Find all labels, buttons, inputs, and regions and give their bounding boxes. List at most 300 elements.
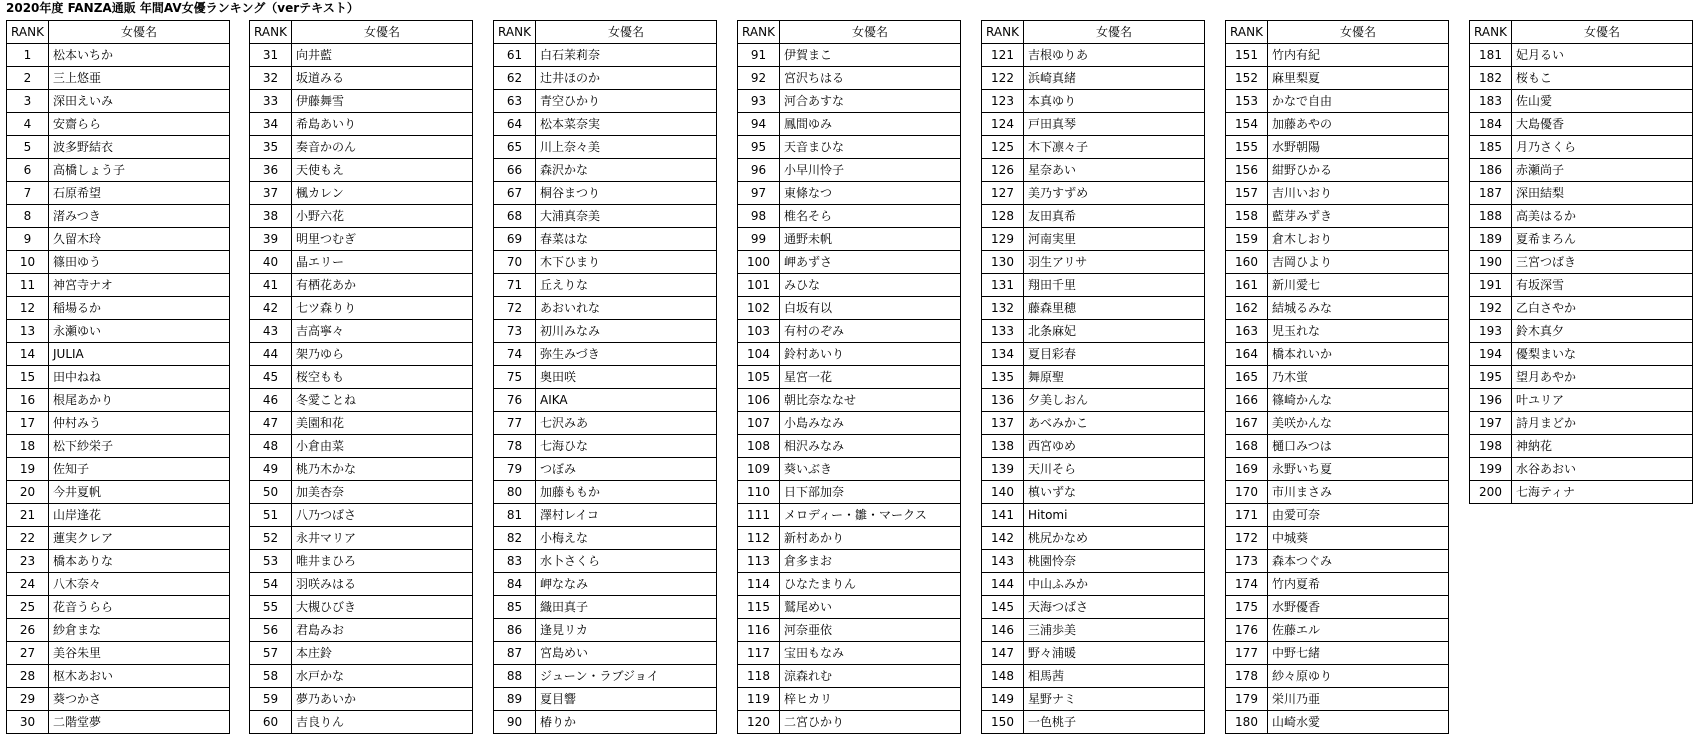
table-row <box>1226 159 1449 182</box>
table-row <box>494 550 717 573</box>
rank-cell: 25 <box>7 596 49 619</box>
table-row <box>7 435 230 458</box>
table-row <box>494 596 717 619</box>
actress-name-cell: 君島みお <box>292 619 473 642</box>
rank-cell: 31 <box>250 44 292 67</box>
actress-name-cell: 七ツ森りり <box>292 297 473 320</box>
actress-name-cell: 本真ゆり <box>1024 90 1205 113</box>
rank-cell: 80 <box>494 481 536 504</box>
actress-name-cell: 吉岡ひより <box>1268 251 1449 274</box>
rank-header: RANK <box>250 21 292 44</box>
actress-name-cell: 深田結梨 <box>1512 182 1693 205</box>
actress-name-cell: 美咲かんな <box>1268 412 1449 435</box>
rank-cell: 152 <box>1226 67 1268 90</box>
table-row <box>982 504 1205 527</box>
actress-name-cell: 宮島めい <box>536 642 717 665</box>
actress-name-cell: 橋本ありな <box>49 550 230 573</box>
table-row <box>250 389 473 412</box>
header-row <box>494 21 717 44</box>
rank-cell: 60 <box>250 711 292 734</box>
actress-name-cell: 河合あすな <box>780 90 961 113</box>
rank-cell: 122 <box>982 67 1024 90</box>
actress-name-cell: 篠崎かんな <box>1268 389 1449 412</box>
actress-name-cell: 白坂有以 <box>780 297 961 320</box>
rank-cell: 72 <box>494 297 536 320</box>
rank-cell: 59 <box>250 688 292 711</box>
table-row <box>250 182 473 205</box>
actress-name-cell: 槙いずな <box>1024 481 1205 504</box>
actress-name-cell: 小梅えな <box>536 527 717 550</box>
table-row <box>250 113 473 136</box>
actress-name-cell: 伊賀まこ <box>780 44 961 67</box>
actress-name-cell: 澤村レイコ <box>536 504 717 527</box>
rank-cell: 145 <box>982 596 1024 619</box>
table-row <box>1226 251 1449 274</box>
ranking-table-6 <box>1225 20 1449 734</box>
table-row <box>1470 67 1693 90</box>
actress-name-cell: 乃木蛍 <box>1268 366 1449 389</box>
table-row <box>494 320 717 343</box>
ranking-table-4 <box>737 20 961 734</box>
actress-name-cell: 夢乃あいか <box>292 688 473 711</box>
rank-cell: 190 <box>1470 251 1512 274</box>
table-row <box>738 205 961 228</box>
actress-name-cell: 春菜はな <box>536 228 717 251</box>
rank-cell: 157 <box>1226 182 1268 205</box>
table-row <box>982 159 1205 182</box>
header-row <box>1470 21 1693 44</box>
actress-name-cell: 白石茉莉奈 <box>536 44 717 67</box>
actress-name-cell: 深田えいみ <box>49 90 230 113</box>
rank-cell: 139 <box>982 458 1024 481</box>
rank-cell: 76 <box>494 389 536 412</box>
rank-cell: 56 <box>250 619 292 642</box>
rank-cell: 39 <box>250 228 292 251</box>
actress-name-cell: 神納花 <box>1512 435 1693 458</box>
table-row <box>494 44 717 67</box>
actress-name-cell: 大浦真奈美 <box>536 205 717 228</box>
actress-name-cell: 佐藤エル <box>1268 619 1449 642</box>
rank-cell: 85 <box>494 596 536 619</box>
rank-cell: 134 <box>982 343 1024 366</box>
actress-name-cell: 松下紗栄子 <box>49 435 230 458</box>
table-row <box>738 527 961 550</box>
rank-cell: 137 <box>982 412 1024 435</box>
table-row <box>250 67 473 90</box>
table-row <box>250 665 473 688</box>
actress-name-cell: 水卜さくら <box>536 550 717 573</box>
table-row <box>250 251 473 274</box>
actress-name-cell: 枢木あおい <box>49 665 230 688</box>
actress-name-cell: 奥田咲 <box>536 366 717 389</box>
actress-name-cell: みひな <box>780 274 961 297</box>
rank-cell: 14 <box>7 343 49 366</box>
table-row <box>250 527 473 550</box>
table-row <box>7 619 230 642</box>
rank-cell: 198 <box>1470 435 1512 458</box>
actress-name-cell: 妃月るい <box>1512 44 1693 67</box>
actress-name-cell: 戸田真琴 <box>1024 113 1205 136</box>
table-row <box>1226 67 1449 90</box>
rank-cell: 120 <box>738 711 780 734</box>
rank-cell: 22 <box>7 527 49 550</box>
rank-header: RANK <box>1470 21 1512 44</box>
table-row <box>1226 205 1449 228</box>
rank-header: RANK <box>494 21 536 44</box>
rank-cell: 12 <box>7 297 49 320</box>
rank-cell: 75 <box>494 366 536 389</box>
table-row <box>738 389 961 412</box>
actress-name-cell: 藍芽みずき <box>1268 205 1449 228</box>
rank-cell: 150 <box>982 711 1024 734</box>
rank-cell: 33 <box>250 90 292 113</box>
table-row <box>250 458 473 481</box>
table-row <box>738 504 961 527</box>
table-row <box>982 44 1205 67</box>
actress-name-cell: 相馬茜 <box>1024 665 1205 688</box>
actress-name-cell: 小倉由菜 <box>292 435 473 458</box>
table-row <box>738 297 961 320</box>
actress-name-cell: 坂道みる <box>292 67 473 90</box>
table-row <box>494 573 717 596</box>
actress-name-cell: 天海つばさ <box>1024 596 1205 619</box>
actress-name-cell: 天使もえ <box>292 159 473 182</box>
rank-cell: 61 <box>494 44 536 67</box>
actress-name-cell: 架乃ゆら <box>292 343 473 366</box>
table-row <box>738 665 961 688</box>
actress-name-cell: 児玉れな <box>1268 320 1449 343</box>
rank-cell: 183 <box>1470 90 1512 113</box>
table-row <box>494 228 717 251</box>
rank-cell: 86 <box>494 619 536 642</box>
table-row <box>494 665 717 688</box>
rank-cell: 131 <box>982 274 1024 297</box>
table-row <box>7 665 230 688</box>
table-row <box>494 90 717 113</box>
table-row <box>982 228 1205 251</box>
actress-name-cell: 松本いちか <box>49 44 230 67</box>
rank-cell: 105 <box>738 366 780 389</box>
rank-cell: 83 <box>494 550 536 573</box>
rank-cell: 35 <box>250 136 292 159</box>
rank-cell: 62 <box>494 67 536 90</box>
actress-name-cell: 鳳間ゆみ <box>780 113 961 136</box>
actress-name-cell: 夕美しおん <box>1024 389 1205 412</box>
rank-cell: 161 <box>1226 274 1268 297</box>
table-row <box>1226 90 1449 113</box>
rank-cell: 88 <box>494 665 536 688</box>
rank-cell: 29 <box>7 688 49 711</box>
ranking-table-3 <box>493 20 717 734</box>
table-row <box>494 251 717 274</box>
rank-cell: 125 <box>982 136 1024 159</box>
rank-cell: 96 <box>738 159 780 182</box>
table-row <box>738 550 961 573</box>
rank-cell: 123 <box>982 90 1024 113</box>
table-row <box>982 182 1205 205</box>
rank-cell: 180 <box>1226 711 1268 734</box>
rank-cell: 149 <box>982 688 1024 711</box>
table-row <box>1226 113 1449 136</box>
table-row <box>1226 320 1449 343</box>
page-title: 2020年度 FANZA通販 年間AV女優ランキング（verテキスト） <box>6 1 359 15</box>
rank-cell: 66 <box>494 159 536 182</box>
actress-name-cell: 吉良りん <box>292 711 473 734</box>
table-row <box>982 688 1205 711</box>
actress-name-cell: つぼみ <box>536 458 717 481</box>
actress-name-cell: 相沢みなみ <box>780 435 961 458</box>
table-row <box>1470 182 1693 205</box>
table-row <box>1470 90 1693 113</box>
actress-name-cell: 石原希望 <box>49 182 230 205</box>
rank-cell: 89 <box>494 688 536 711</box>
table-row <box>494 458 717 481</box>
actress-name-cell: 桐谷まつり <box>536 182 717 205</box>
actress-name-cell: 永野いち夏 <box>1268 458 1449 481</box>
table-row <box>494 642 717 665</box>
table-row <box>1470 205 1693 228</box>
rank-cell: 19 <box>7 458 49 481</box>
rank-cell: 10 <box>7 251 49 274</box>
table-row <box>1226 274 1449 297</box>
table-row <box>250 688 473 711</box>
rank-cell: 110 <box>738 481 780 504</box>
rank-cell: 194 <box>1470 343 1512 366</box>
actress-name-cell: 中城葵 <box>1268 527 1449 550</box>
actress-name-cell: 晶エリー <box>292 251 473 274</box>
rank-cell: 103 <box>738 320 780 343</box>
rank-cell: 5 <box>7 136 49 159</box>
actress-name-cell: ひなたまりん <box>780 573 961 596</box>
table-row <box>494 504 717 527</box>
rank-cell: 144 <box>982 573 1024 596</box>
table-row <box>7 642 230 665</box>
table-row <box>738 573 961 596</box>
actress-name-cell: 加藤あやの <box>1268 113 1449 136</box>
table-row <box>1226 389 1449 412</box>
table-row <box>250 711 473 734</box>
rank-cell: 155 <box>1226 136 1268 159</box>
table-row <box>1470 343 1693 366</box>
actress-name-cell: 美園和花 <box>292 412 473 435</box>
table-row <box>1226 366 1449 389</box>
actress-name-cell: 桜空もも <box>292 366 473 389</box>
name-header: 女優名 <box>292 21 473 44</box>
table-row <box>1470 113 1693 136</box>
table-row <box>250 435 473 458</box>
actress-name-cell: 仲村みう <box>49 412 230 435</box>
table-row <box>1470 297 1693 320</box>
table-row <box>7 412 230 435</box>
table-row <box>982 251 1205 274</box>
table-row <box>982 412 1205 435</box>
actress-name-cell: 星宮一花 <box>780 366 961 389</box>
actress-name-cell: かなで自由 <box>1268 90 1449 113</box>
table-row <box>7 44 230 67</box>
actress-name-cell: 市川まさみ <box>1268 481 1449 504</box>
actress-name-cell: 久留木玲 <box>49 228 230 251</box>
rank-cell: 77 <box>494 412 536 435</box>
rank-cell: 95 <box>738 136 780 159</box>
actress-name-cell: 篠田ゆう <box>49 251 230 274</box>
table-row <box>982 274 1205 297</box>
actress-name-cell: 森本つぐみ <box>1268 550 1449 573</box>
rank-header: RANK <box>982 21 1024 44</box>
actress-name-cell: 山崎水愛 <box>1268 711 1449 734</box>
table-row <box>1226 458 1449 481</box>
table-row <box>250 228 473 251</box>
actress-name-cell: 水戸かな <box>292 665 473 688</box>
rank-cell: 1 <box>7 44 49 67</box>
table-row <box>494 159 717 182</box>
actress-name-cell: 中山ふみか <box>1024 573 1205 596</box>
rank-cell: 158 <box>1226 205 1268 228</box>
actress-name-cell: 松本菜奈実 <box>536 113 717 136</box>
table-row <box>1470 435 1693 458</box>
rank-cell: 30 <box>7 711 49 734</box>
table-row <box>982 619 1205 642</box>
actress-name-cell: 楓カレン <box>292 182 473 205</box>
rank-cell: 146 <box>982 619 1024 642</box>
actress-name-cell: 野々浦暖 <box>1024 642 1205 665</box>
actress-name-cell: 向井藍 <box>292 44 473 67</box>
actress-name-cell: 希島あいり <box>292 113 473 136</box>
rank-cell: 71 <box>494 274 536 297</box>
actress-name-cell: 椿りか <box>536 711 717 734</box>
table-row <box>982 205 1205 228</box>
rank-cell: 40 <box>250 251 292 274</box>
table-row <box>1470 458 1693 481</box>
table-row <box>7 389 230 412</box>
actress-name-cell: 乙白さやか <box>1512 297 1693 320</box>
rank-cell: 21 <box>7 504 49 527</box>
table-row <box>1226 504 1449 527</box>
table-row <box>738 274 961 297</box>
table-row <box>250 205 473 228</box>
table-row <box>250 412 473 435</box>
table-row <box>982 665 1205 688</box>
actress-name-cell: 初川みなみ <box>536 320 717 343</box>
table-row <box>250 366 473 389</box>
table-row <box>250 504 473 527</box>
table-row <box>494 136 717 159</box>
actress-name-cell: 有栖花あか <box>292 274 473 297</box>
actress-name-cell: 天川そら <box>1024 458 1205 481</box>
table-row <box>7 527 230 550</box>
actress-name-cell: 倉木しおり <box>1268 228 1449 251</box>
rank-cell: 84 <box>494 573 536 596</box>
table-row <box>7 228 230 251</box>
rank-cell: 44 <box>250 343 292 366</box>
actress-name-cell: 浜崎真緒 <box>1024 67 1205 90</box>
actress-name-cell: 叶ユリア <box>1512 389 1693 412</box>
actress-name-cell: 結城るみな <box>1268 297 1449 320</box>
table-row <box>7 596 230 619</box>
ranking-table-2 <box>249 20 473 734</box>
actress-name-cell: 朝比奈ななせ <box>780 389 961 412</box>
table-row <box>982 366 1205 389</box>
rank-cell: 49 <box>250 458 292 481</box>
rank-cell: 178 <box>1226 665 1268 688</box>
ranking-table-7 <box>1469 20 1693 504</box>
actress-name-cell: 花音うらら <box>49 596 230 619</box>
table-row <box>1226 182 1449 205</box>
rank-cell: 191 <box>1470 274 1512 297</box>
rank-cell: 58 <box>250 665 292 688</box>
actress-name-cell: 葵つかさ <box>49 688 230 711</box>
rank-cell: 111 <box>738 504 780 527</box>
rank-cell: 168 <box>1226 435 1268 458</box>
table-row <box>250 573 473 596</box>
table-row <box>738 113 961 136</box>
header-row <box>982 21 1205 44</box>
rank-cell: 138 <box>982 435 1024 458</box>
table-row <box>738 596 961 619</box>
rank-cell: 65 <box>494 136 536 159</box>
rank-cell: 67 <box>494 182 536 205</box>
rank-cell: 45 <box>250 366 292 389</box>
table-row <box>738 481 961 504</box>
table-row <box>738 90 961 113</box>
actress-name-cell: 大槻ひびき <box>292 596 473 619</box>
rank-cell: 104 <box>738 343 780 366</box>
table-row <box>7 688 230 711</box>
table-row <box>250 44 473 67</box>
table-row <box>738 136 961 159</box>
name-header: 女優名 <box>536 21 717 44</box>
actress-name-cell: 紗倉まな <box>49 619 230 642</box>
actress-name-cell: 一色桃子 <box>1024 711 1205 734</box>
table-row <box>1226 412 1449 435</box>
actress-name-cell: 麻里梨夏 <box>1268 67 1449 90</box>
table-row <box>982 642 1205 665</box>
actress-name-cell: 美谷朱里 <box>49 642 230 665</box>
actress-name-cell: 羽生アリサ <box>1024 251 1205 274</box>
rank-cell: 97 <box>738 182 780 205</box>
table-row <box>250 297 473 320</box>
actress-name-cell: 永井マリア <box>292 527 473 550</box>
rank-cell: 166 <box>1226 389 1268 412</box>
actress-name-cell: 桃乃木かな <box>292 458 473 481</box>
actress-name-cell: 丘えりな <box>536 274 717 297</box>
table-row <box>250 136 473 159</box>
actress-name-cell: 羽咲みはる <box>292 573 473 596</box>
rank-cell: 87 <box>494 642 536 665</box>
table-row <box>738 366 961 389</box>
table-row <box>494 435 717 458</box>
table-row <box>738 159 961 182</box>
rank-cell: 34 <box>250 113 292 136</box>
ranking-table-5 <box>981 20 1205 734</box>
rank-cell: 55 <box>250 596 292 619</box>
rank-cell: 2 <box>7 67 49 90</box>
table-row <box>1470 274 1693 297</box>
rank-cell: 197 <box>1470 412 1512 435</box>
actress-name-cell: 月乃さくら <box>1512 136 1693 159</box>
rank-cell: 113 <box>738 550 780 573</box>
table-row <box>494 481 717 504</box>
table-row <box>7 205 230 228</box>
table-row <box>494 343 717 366</box>
rank-cell: 38 <box>250 205 292 228</box>
actress-name-cell: 紗々原ゆり <box>1268 665 1449 688</box>
actress-name-cell: 神宮寺ナオ <box>49 274 230 297</box>
rank-cell: 140 <box>982 481 1024 504</box>
table-row <box>982 596 1205 619</box>
table-row <box>494 688 717 711</box>
rank-cell: 129 <box>982 228 1024 251</box>
actress-name-cell: 岬ななみ <box>536 573 717 596</box>
